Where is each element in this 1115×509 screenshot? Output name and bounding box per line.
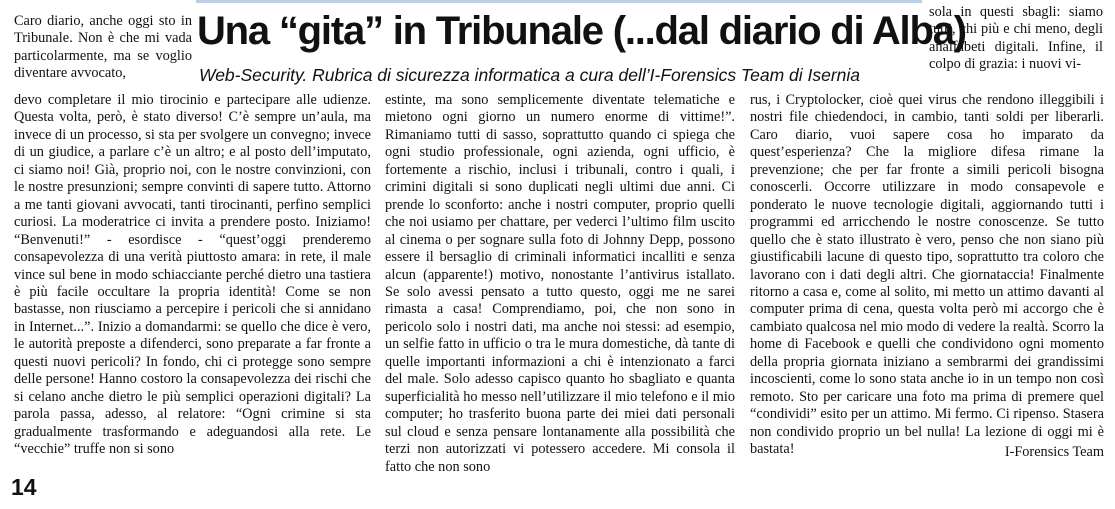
- column-3-intro: sola in questi sbagli: siamo tutti, chi più e chi meno, degli analfabeti digitali. Infine, il colpo di grazia: i nuovi vi-: [929, 4, 1103, 73]
- article-subtitle: Web-Security. Rubrica di sicurezza informatica a cura dell’I-Forensics Team di Isernia: [199, 65, 861, 85]
- article-signature: I-Forensics Team: [1004, 444, 1104, 460]
- page-number: 14: [11, 474, 37, 500]
- article-headline: Una “gita” in Tribunale (...dal diario di Alba): [197, 9, 966, 53]
- column-1-body: devo completare il mio tirocinio e partecipare alle udienze. Questa volta, però, è stato diverso! C’è sempre un’aula, ma invece di un processo, si sta per svolgere un convegno; invece di un giudice, a parlare c’è un altro; e al posto dell’imputato, ci siamo noi! Già, proprio noi, con le nostre convinzioni, con le nostre presunzioni; sempre convinti di sapere tutto. Attorno a me tanti giovani avvocati, tanti tirocinanti, perfino semplici curiosi. La moderatrice ci invita a prendere posto. Iniziamo! “Benvenuti!” - esordisce - “quest’oggi prenderemo consapevolezza di una verità piuttosto amara: in rete, il male vince sul bene in modo schiacciante perché dietro una tastiera è più facile occultare la propria identità! Come se non bastasse, non riusciamo a percepire i pericoli che si annidano in Internet...”. Inizio a domandarmi: se quello che dice è vero, le autorità preposte a difenderci, sono preparate a far fronte a questi nuovi pericoli? In fondo, chi ci protegge sono sempre delle persone! Hanno costoro la consapevolezza dei rischi che si celano anche dietro le più semplici operazioni digitali? La parola passa, adesso, al relatore: “Ogni crimine si sta gradualmente trasformando e adeguandosi alla rete. Le “vecchie” truffe non si sono: [14, 92, 371, 458]
- header-accent-bar: [196, 0, 922, 3]
- column-3-body: rus, i Cryptolocker, cioè quei virus che rendono illeggibili i nostri file chiedendoci, in cambio, tanti soldi per liberarli. Caro diario, vuoi sapere cosa ho imparato da quest’esperienza? Che la migliore difesa rimane la prevenzione; che per far fronte a simili pericoli bisogna conoscerli. Occorre utilizzare in modo consapevole e ponderato le nuove tecnologie digitali, aggiornando tutti i programmi ed arricchendo le nostre conoscenze. Se tutto quello che è stato illustrato è vero, penso che non siano più giustificabili lacune di questo tipo, soprattutto tra coloro che lavorano con i dati degli altri. Che giornataccia! Finalmente ritorno a casa e, come al solito, mi metto un attimo davanti al computer prima di cena, questa volta però mi accorgo che è cambiato qualcosa nel mio modo di vedere la realtà. Scorro la home di Facebook e quelli che condividono ogni momento della propria giornata iniziano a sembrarmi dei grandissimi incoscienti, come lo sono stata anche io in un tempo non così remoto. Sto per caricare una foto ma prima di premere quel “condividi” esito per un attimo. Mi fermo. Ci ripenso. Stasera non condivido proprio un bel nulla! La lezione di oggi mi è bastata!: [750, 92, 1104, 458]
- column-1-intro: Caro diario, anche oggi sto in Tribunale. Non è che mi vada particolarmente, ma se voglio diventare avvocato,: [14, 13, 192, 82]
- column-2-body: estinte, ma sono semplicemente diventate telematiche e mietono ogni giorno un numero enorme di vittime!”. Rimaniamo tutti di sasso, soprattutto quando ci spiega che ogni studio professionale, ogni azienda, ogni ufficio, è fortemente a rischio, inclusi i tribunali, contro i quali, i crimini digitali si sono duplicati negli ultimi due anni. Ci prende lo sconforto: anche i nostri computer, proprio quelli che noi usiamo per chattare, per vederci l’ultimo film uscito al cinema o per sognare sulla foto di Johnny Depp, possono essere il bersaglio di criminali informatici incalliti e senza alcun (apparente!) motivo, nonostante l’antivirus istallato. Se solo avessi pensato a tutto questo, oggi me ne sarei rimasta a casa! Comprendiamo, poi, che non sono in pericolo solo i nostri dati, ma anche noi stessi: ad esempio, un selfie fatto in ufficio o tra le mura domestiche, dà tante di quelle importanti informazioni a chi è intenzionato a farci del male. Solo adesso capisco quanto ho sbagliato e quanta superficialità ho messo nell’utilizzare il mio telefono e il mio computer; ho trasferito buona parte dei miei dati personali sul cloud e senza pensare lontanamente alla possibilità che terzi non autorizzati vi potessero accedere. Mi consola il fatto che non sono: [385, 92, 735, 475]
